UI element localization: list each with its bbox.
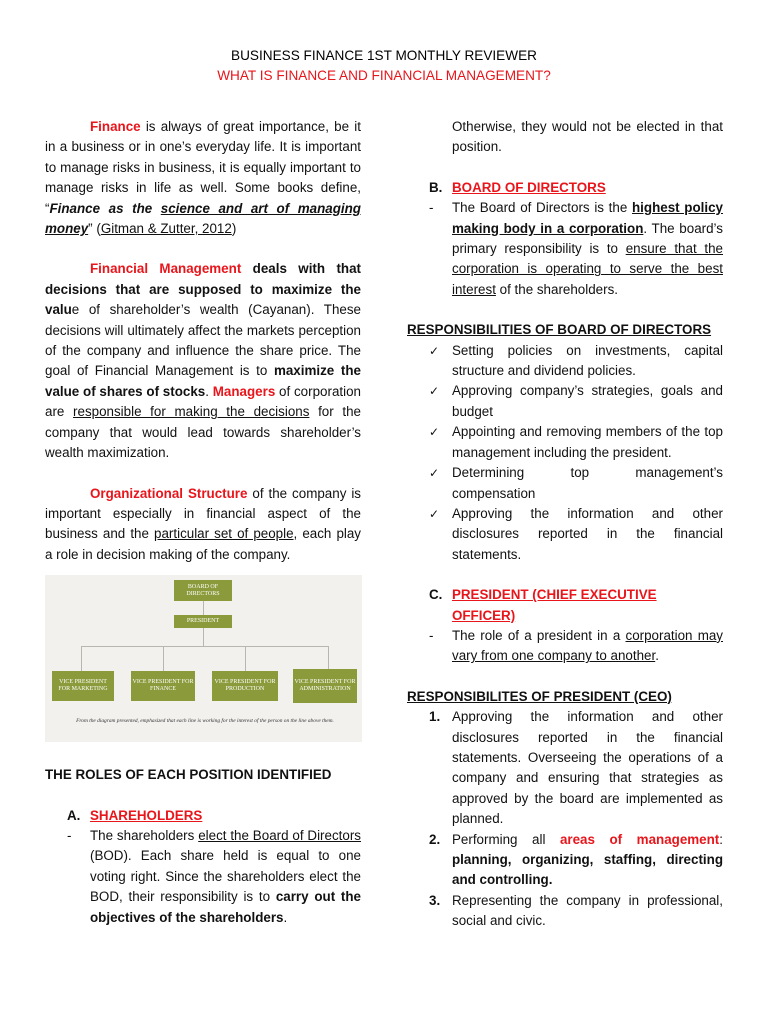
organizational-structure-paragraph: Organizational Structure of the company is important especially in financial aspect of the business and the particular set of people, each play a role in decision making of the company.	[45, 485, 362, 562]
shareholders-heading: A. SHAREHOLDERS	[67, 807, 203, 823]
president-heading: C. PRESIDENT (CHIEF EXECUTIVE OFFICER)	[429, 587, 657, 623]
financial-management-paragraph: Financial Management deals with that decisions that are supposed to maximize the value of shareholder’s wealth (Cayanan). These decisions will ultimately affect the markets perception of the company and influence the share price. The goal of Financial Management is to maximize the value of shares of stocks. Managers of corporation are responsible for making the decisions for the company that would lead towards shareholder’s wealth maximization.	[45, 261, 361, 461]
document-subtitle: WHAT IS FINANCE AND FINANCIAL MANAGEMENT?	[217, 68, 551, 83]
bod-responsibilities-heading: RESPONSIBILITIES OF BOARD OF DIRECTORS	[407, 322, 712, 338]
document-title: BUSINESS FINANCE 1ST MONTHLY REVIEWER	[231, 48, 537, 63]
vp-production-box: VICE PRESIDENT FOR PRODUCTION	[212, 671, 278, 701]
vp-administration-box: VICE PRESIDENT FOR ADMINISTRATION	[293, 669, 357, 703]
bod-item: ✓ Determining top management’s compensation	[407, 463, 723, 504]
president-responsibility-1: 1. Approving the information and other disclosures reported in the financial statements. Overseeing the operations of a company and ensuring that strategies as approved by the board are implemented as planned.	[429, 709, 723, 827]
vp-finance-box: VICE PRESIDENT FOR FINANCE	[131, 671, 195, 701]
vp-marketing-box: VICE PRESIDENT FOR MARKETING	[52, 671, 114, 701]
check-icon: ✓	[429, 506, 440, 521]
finance-paragraph: Finance is always of great importance, be it in a business or in one’s everyday life. It is important to manage risks in business, it is equally important to manage risks in life as well. Some books define, “Finance as the science and art of managing money” (Gitman & Zutter, 2012)	[45, 119, 361, 237]
president-box: PRESIDENT	[174, 615, 232, 628]
check-icon: ✓	[429, 466, 440, 481]
check-icon: ✓	[429, 384, 440, 399]
bod-item: ✓ Approving company’s strategies, goals and budget	[407, 381, 723, 422]
right-column	[407, 117, 723, 932]
check-icon: ✓	[429, 343, 440, 358]
board-item: - The Board of Directors is the highest policy making body in a corporation. The board’s primary responsibility is to ensure that the corporation is operating to serve the best interest of the shareholders.	[429, 200, 724, 297]
bod-item: ✓ Setting policies on investments, capital structure and dividend policies.	[407, 341, 723, 382]
president-responsibility-3: 3. Representing the company in professional, social and civic.	[429, 892, 723, 929]
board-box: BOARD OF DIRECTORS	[174, 580, 232, 601]
board-heading: B. BOARD OF DIRECTORS	[429, 179, 606, 195]
left-column	[45, 117, 361, 928]
shareholders-continued: Otherwise, they would not be elected in that position.	[452, 119, 723, 155]
org-chart-caption: From the diagram presented, emphasized that each line is working for the interest of the person on the line above them.	[76, 718, 334, 725]
bod-item: ✓ Approving the information and other disclosures reported in the financial statements.	[407, 504, 723, 565]
president-responsibility-2: 2. Performing all areas of management: planning, organizing, staffing, directing and controlling.	[429, 831, 723, 888]
check-icon: ✓	[429, 425, 440, 440]
org-chart	[45, 575, 362, 742]
shareholders-item: - The shareholders elect the Board of Directors (BOD). Each share held is equal to one voting right. Since the shareholders elect the BOD, their responsibility is to carry out the objectives of the shareholders.	[67, 827, 361, 925]
bod-item: ✓ Appointing and removing members of the top management including the president.	[407, 422, 723, 463]
president-item: - The role of a president in a corporation may vary from one company to another.	[429, 627, 724, 664]
roles-heading: THE ROLES OF EACH POSITION IDENTIFIED	[45, 767, 332, 783]
president-responsibilities-heading: RESPONSIBILITES OF PRESIDENT (CEO)	[407, 688, 672, 704]
